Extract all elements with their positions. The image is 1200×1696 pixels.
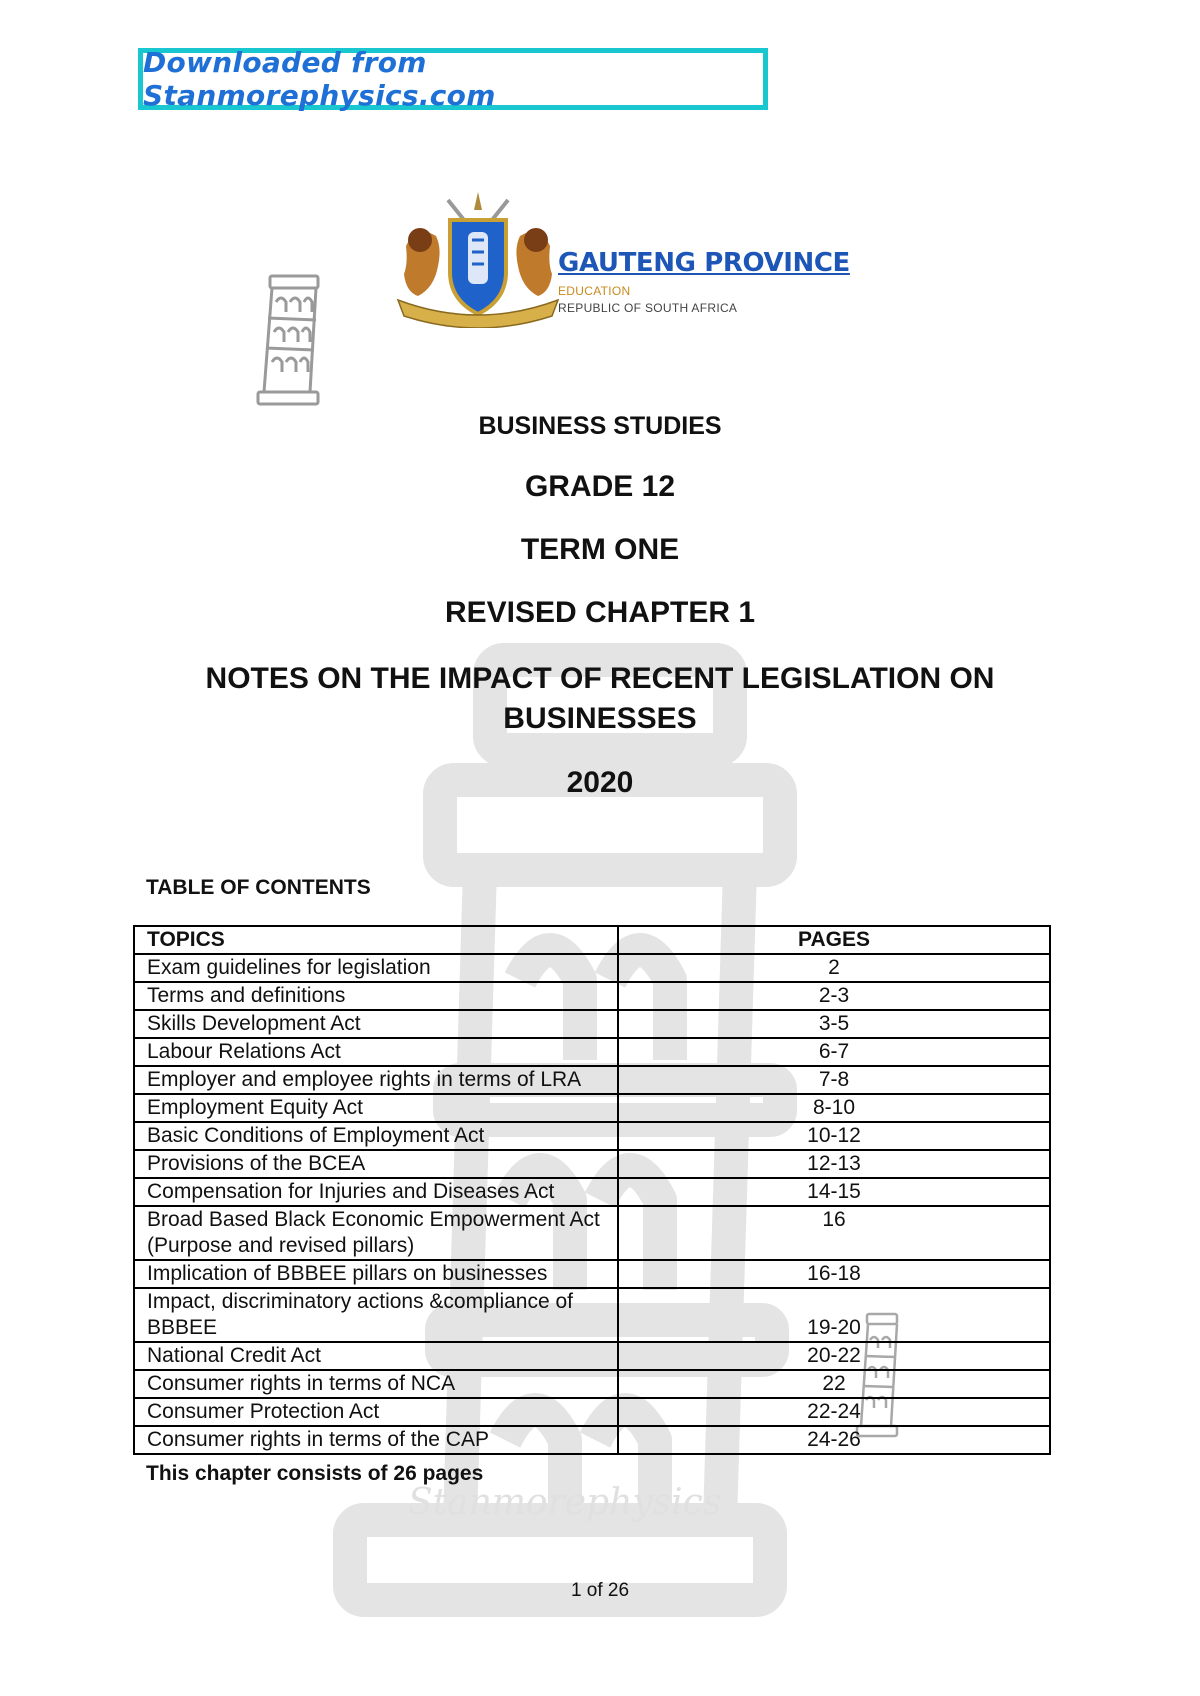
logo-title: GAUTENG PROVINCE [558, 248, 850, 278]
table-row [134, 1288, 1050, 1342]
download-banner[interactable]: Downloaded from Stanmorephysics.com [138, 48, 768, 110]
toc-topic: Impact, discriminatory actions &compliance of BBBEE [134, 1288, 618, 1342]
toc-pages: 19-20 [618, 1288, 1050, 1342]
table-row [134, 1178, 1050, 1206]
table-row [134, 1038, 1050, 1066]
table-row [134, 1260, 1050, 1288]
term-heading: TERM ONE [520, 533, 680, 566]
toc-topic: Provisions of the BCEA [134, 1150, 618, 1178]
table-row [134, 1342, 1050, 1370]
toc-pages: 16-18 [618, 1260, 1050, 1288]
toc-topic: Exam guidelines for legislation [134, 954, 618, 982]
toc-topic: Basic Conditions of Employment Act [134, 1122, 618, 1150]
coat-of-arms-icon [388, 190, 568, 328]
toc-topic: Terms and definitions [134, 982, 618, 1010]
toc-pages: 14-15 [618, 1178, 1050, 1206]
toc-topic: Consumer rights in terms of the CAP [134, 1426, 618, 1454]
chapter-heading: REVISED CHAPTER 1 [444, 596, 756, 629]
grade-heading: GRADE 12 [524, 470, 676, 503]
toc-pages: 22-24 [618, 1398, 1050, 1426]
logo-subtitle-1: EDUCATION [558, 284, 631, 298]
toc-pages: 16 [618, 1206, 1050, 1260]
table-row [134, 1398, 1050, 1426]
logo-text [558, 248, 850, 315]
toc-table [133, 925, 1051, 1455]
page-number: 1 of 26 [570, 1580, 630, 1601]
toc-pages: 8-10 [618, 1094, 1050, 1122]
toc-pages: 7-8 [618, 1066, 1050, 1094]
document-title: NOTES ON THE IMPACT OF RECENT LEGISLATION ON BUSINESSES [205, 662, 995, 735]
toc-topic: Consumer Protection Act [134, 1398, 618, 1426]
table-row [134, 1010, 1050, 1038]
toc-pages: 24-26 [618, 1426, 1050, 1454]
subject-heading: BUSINESS STUDIES [478, 412, 722, 440]
table-row [134, 1426, 1050, 1454]
toc-topic: Labour Relations Act [134, 1038, 618, 1066]
table-row [134, 1206, 1050, 1260]
year-heading: 2020 [566, 766, 634, 799]
toc-topic: Skills Development Act [134, 1010, 618, 1038]
toc-col-pages: PAGES [618, 926, 1050, 954]
toc-topic: Implication of BBBEE pillars on businesses [134, 1260, 618, 1288]
toc-pages: 12-13 [618, 1150, 1050, 1178]
toc-header-row [134, 926, 1050, 954]
toc-pages: 10-12 [618, 1122, 1050, 1150]
table-row [134, 954, 1050, 982]
chapter-page-count: This chapter consists of 26 pages [146, 1462, 484, 1485]
watermark-text: Stanmorephysics [408, 1482, 722, 1523]
toc-col-topics: TOPICS [134, 926, 618, 954]
toc-pages: 2 [618, 954, 1050, 982]
toc-topic: Employment Equity Act [134, 1094, 618, 1122]
logo-subtitle-2: REPUBLIC OF SOUTH AFRICA [558, 301, 738, 315]
toc-pages: 6-7 [618, 1038, 1050, 1066]
table-row [134, 1122, 1050, 1150]
toc-title: TABLE OF CONTENTS [146, 876, 371, 899]
toc-topic: Broad Based Black Economic Empowerment Act (Purpose and revised pillars) [134, 1206, 618, 1260]
table-row [134, 1094, 1050, 1122]
toc-topic: National Credit Act [134, 1342, 618, 1370]
table-row [134, 1370, 1050, 1398]
table-row [134, 1066, 1050, 1094]
tower-icon [256, 272, 326, 408]
toc-pages: 2-3 [618, 982, 1050, 1010]
toc-topic: Employer and employee rights in terms of LRA [134, 1066, 618, 1094]
toc-topic: Consumer rights in terms of NCA [134, 1370, 618, 1398]
toc-pages: 3-5 [618, 1010, 1050, 1038]
table-row [134, 1150, 1050, 1178]
toc-pages: 20-22 [618, 1342, 1050, 1370]
toc-pages: 22 [618, 1370, 1050, 1398]
table-row [134, 982, 1050, 1010]
toc-topic: Compensation for Injuries and Diseases Act [134, 1178, 618, 1206]
